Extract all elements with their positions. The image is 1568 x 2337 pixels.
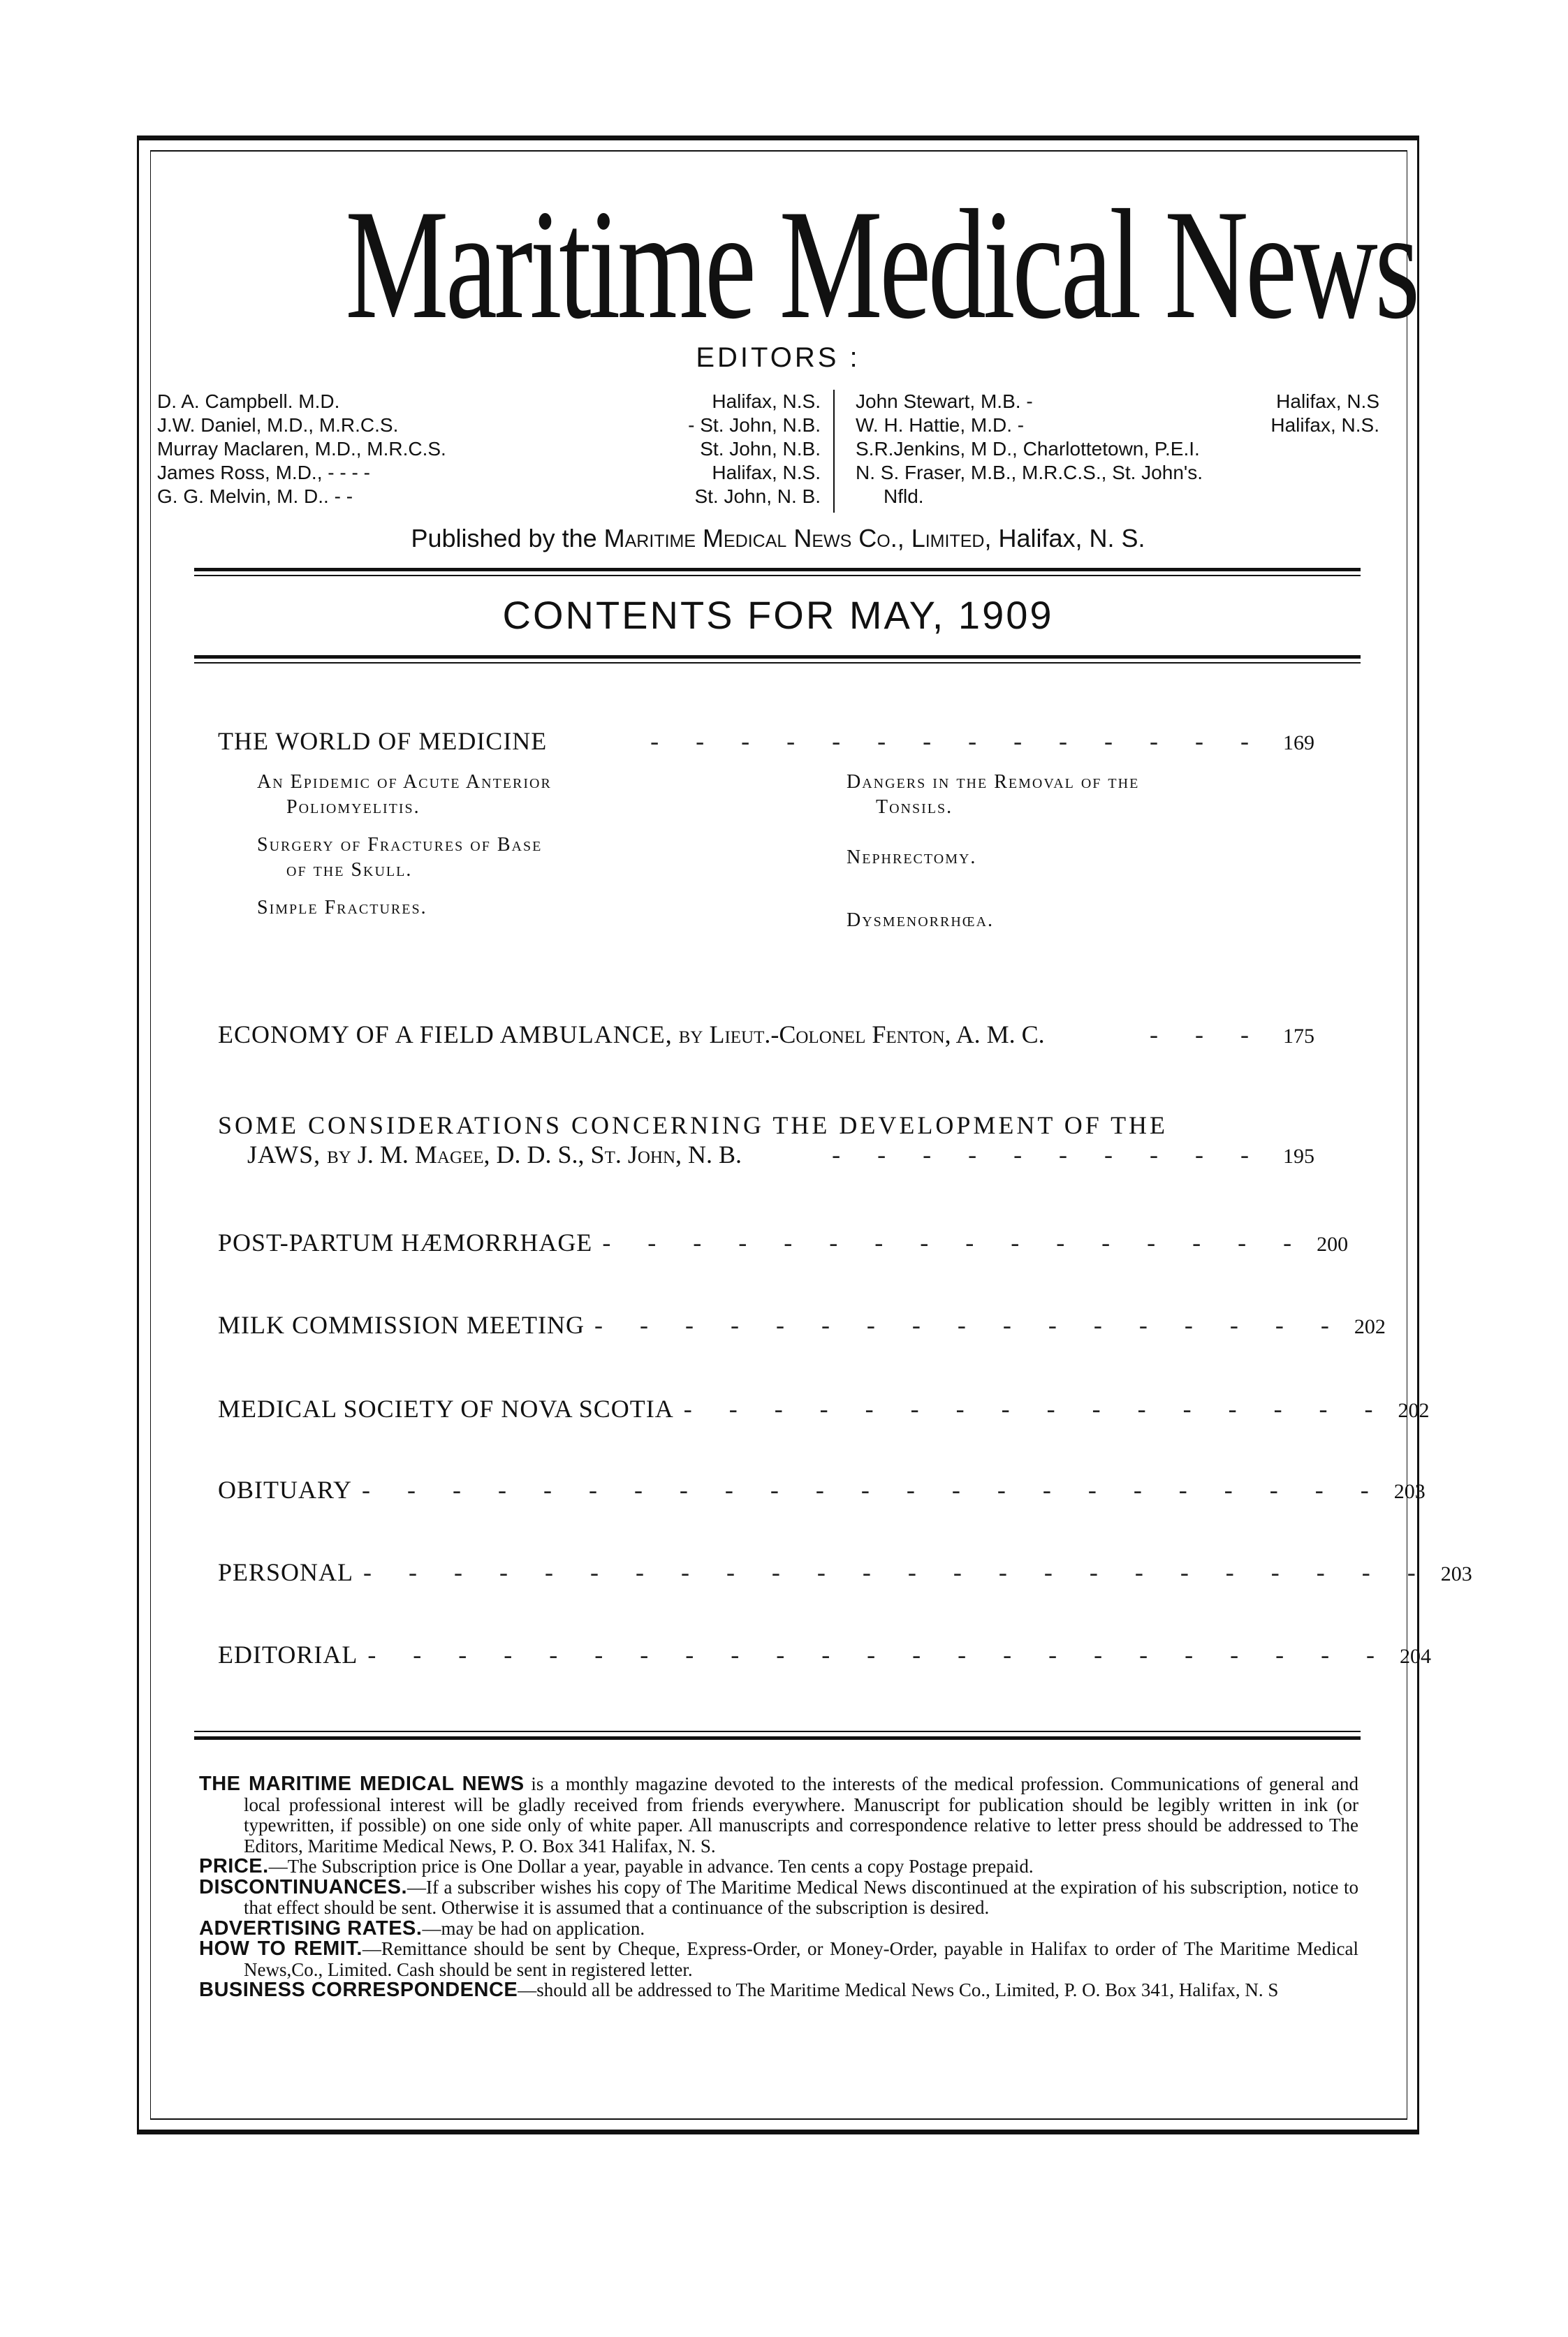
page-number: 169 [1283, 731, 1314, 754]
sub-topics-right: Dangers in the Removal of the Tonsils. Nephrectomy. Dysmenorrhœa. [847, 771, 1140, 931]
business-note: BUSINESS CORRESPONDENCE—should all be addressed to The Maritime Medical News Co., Limited, P. O. Box 341, Halifax, N. S [199, 1979, 1279, 2001]
editor-entry: James Ross, M.D., - - - - Halifax, N.S. [157, 462, 821, 483]
editor-entry: N. S. Fraser, M.B., M.R.C.S., St. John's. [856, 462, 1203, 483]
editor-entry: W. H. Hattie, M.D. - Halifax, N.S. [856, 414, 1379, 436]
sub-topic: Simple Fractures. [257, 897, 427, 918]
editor-entry: D. A. Campbell. M.D. Halifax, N.S. [157, 390, 821, 412]
advertising-note: ADVERTISING RATES.—may be had on application. [199, 1917, 645, 1940]
rule [194, 655, 1361, 659]
page-number: 195 [1283, 1145, 1314, 1168]
page-number: 204 [1400, 1645, 1432, 1668]
remit-note: HOW TO REMIT.—Remittance should be sent by Cheque, Express-Order, or Money-Order, payable in Halifax to order of The Maritime Medical News,Co., Limited. Cash should be sent in registered letter. [199, 1937, 1358, 1980]
toc-entry[interactable]: PERSONAL - - - - - - - - - - - - - - - - - - - - - - - - 203 [218, 1558, 1472, 1586]
toc-entry-world-of-medicine[interactable]: THE WORLD OF MEDICINE - - - - - - - - - - - - - - 169 [218, 727, 1314, 755]
toc-entry-field-ambulance[interactable]: ECONOMY OF A FIELD AMBULANCE, by Lieut.-Colonel Fenton, A. M. C. - - - 175 [218, 1020, 1314, 1048]
editor-entry: S.R.Jenkins, M D., Charlottetown, P.E.I. [856, 438, 1200, 460]
contents-heading: CONTENTS FOR MAY, 1909 [502, 593, 1054, 637]
toc-entry[interactable]: MEDICAL SOCIETY OF NOVA SCOTIA - - - - - - - - - - - - - - - - 202 [218, 1395, 1430, 1423]
page-number: 202 [1354, 1315, 1386, 1338]
sub-topic: Surgery of Fractures of Base [257, 834, 543, 856]
toc-entry[interactable]: EDITORIAL - - - - - - - - - - - - - - - - - - - - - - - 204 [218, 1641, 1432, 1669]
editor-entry: Murray Maclaren, M.D., M.R.C.S. St. John, N.B. [157, 438, 821, 460]
page-number: 203 [1393, 1480, 1426, 1503]
sub-topic: An Epidemic of Acute Anterior [257, 771, 552, 793]
editor-entry: Nfld. [884, 485, 924, 507]
publication-notes [199, 1774, 1358, 2001]
rule [194, 1731, 1361, 1732]
publisher-line: Published by the Maritime Medical News Co., Limited, Halifax, N. S. [411, 524, 1145, 552]
journal-title: Maritime Medical News [345, 177, 1417, 351]
about-note: THE MARITIME MEDICAL NEWS is a monthly magazine devoted to the interests of the medical profession. Communications of general and local professional interest will be gladly received from friends everywhere. Manuscript for publication should be legibly written in ink (or typewritten, if possible) on one side only of white paper. All manuscripts and correspondence relative to letter press should be addressed to The Editors, Maritime Medical News, P. O. Box 341 Halifax, N. S. [199, 1773, 1358, 1856]
toc-entry[interactable]: MILK COMMISSION MEETING - - - - - - - - - - - - - - - - - 202 [218, 1311, 1386, 1339]
editors-right-column [856, 390, 1379, 508]
page-number: 175 [1283, 1025, 1314, 1048]
editor-entry: J.W. Daniel, M.D., M.R.C.S. - St. John, N.B. [157, 414, 821, 436]
rule [194, 575, 1361, 576]
editors-left-column [157, 390, 821, 508]
rule [194, 1736, 1361, 1740]
discontinuances-note: DISCONTINUANCES.—If a subscriber wishes his copy of The Maritime Medical News discontinued at the expiration of his subscription, notice to that effect should be sent. Otherwise it is assumed that a continuance of the subscription is desired. [199, 1875, 1358, 1918]
sub-topics-left: An Epidemic of Acute Anterior Poliomyelitis. Surgery of Fractures of Base of the Skull. Simple Fractures. [257, 771, 552, 918]
editor-entry: John Stewart, M.B. - Halifax, N.S [856, 390, 1379, 412]
price-note: PRICE.—The Subscription price is One Dollar a year, payable in advance. Ten cents a copy Postage prepaid. [199, 1855, 1034, 1877]
page-number: 202 [1398, 1399, 1430, 1422]
sub-topic: Nephrectomy. [847, 847, 977, 868]
rule [194, 568, 1361, 571]
sub-topic: Dangers in the Removal of the [847, 771, 1140, 793]
sub-topic: Dysmenorrhœa. [847, 909, 995, 931]
editor-entry: G. G. Melvin, M. D.. - - St. John, N. B. [157, 485, 821, 507]
page-number: 203 [1440, 1562, 1472, 1585]
toc-entry[interactable]: OBITUARY - - - - - - - - - - - - - - - - - - - - - - - 203 [218, 1476, 1426, 1504]
toc-entry-jaws[interactable]: SOME CONSIDERATIONS CONCERNING THE DEVELOPMENT OF THE JAWS, by J. M. Magee, D. D. S., St. John, N. B. - - - - - - - - - - 195 [218, 1111, 1314, 1168]
editors-heading: EDITORS : [696, 342, 860, 373]
toc-entry[interactable]: POST-PARTUM HÆMORRHAGE - - - - - - - - - - - - - - - - 200 [218, 1229, 1349, 1257]
rule [194, 662, 1361, 664]
editors-divider [833, 390, 835, 513]
page-number: 200 [1317, 1233, 1349, 1256]
